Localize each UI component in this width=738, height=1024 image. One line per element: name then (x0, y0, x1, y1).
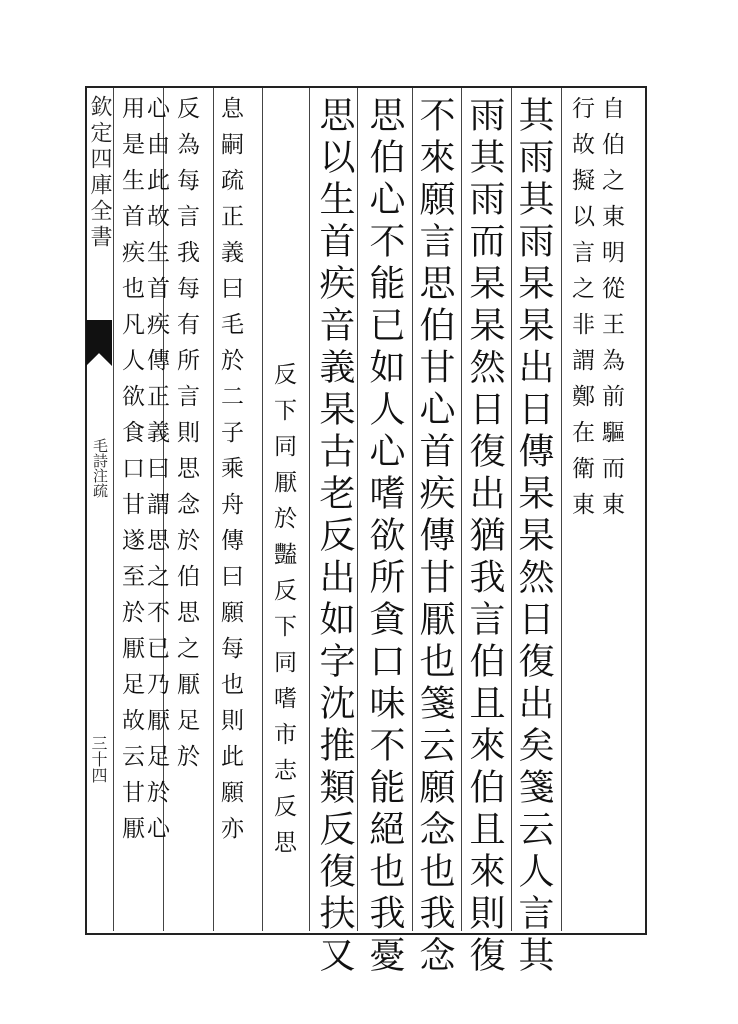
text-column-7: 思以生首疾音義杲古老反出如字沈推類反復扶又 (314, 96, 355, 978)
text-column-4: 雨其雨而杲杲然日復出猶我言伯且來伯且來則復 (464, 96, 505, 978)
column-rule (309, 88, 310, 931)
column-rule (561, 88, 562, 931)
column-rule (412, 88, 413, 931)
text-column-2: 行故擬以言之非謂鄭在衛東 (568, 96, 594, 528)
book-name: 毛詩注疏 (91, 438, 109, 498)
text-column-6: 思伯心不能已如人心嗜欲所貪口味不能絕也我憂 (364, 96, 405, 978)
column-rule (357, 88, 358, 931)
text-column-12: 用是生首疾也凡人欲食口甘遂至於厭足故云甘厭 (118, 96, 144, 852)
text-column-3: 其雨其雨杲杲出日傳杲杲然日復出矣箋云人言其 (513, 96, 554, 978)
column-rule (262, 88, 263, 931)
margin-rule (113, 88, 114, 931)
column-rule (461, 88, 462, 931)
column-rule (511, 88, 512, 931)
text-column-10: 反為每言我每有所言則思念於伯思之厭足於 (173, 96, 199, 780)
text-column-9: 息嗣疏正義曰毛於二子乘舟傳曰願每也則此願亦 (217, 96, 243, 852)
text-column-8: 反下同厭於豔反下同嗜市志反思 (270, 362, 296, 866)
page-number: 三十四 (89, 735, 108, 783)
margin-title: 欽定四庫全書 (87, 95, 112, 251)
text-column-1: 自伯之東明從王為前驅而東 (598, 96, 624, 528)
column-rule (213, 88, 214, 931)
text-column-11: 心由此故生首疾傳正義曰謂思之不已乃厭足於心 (143, 96, 169, 852)
text-column-5: 不來願言思伯甘心首疾傳甘厭也箋云願念也我念 (414, 96, 455, 978)
